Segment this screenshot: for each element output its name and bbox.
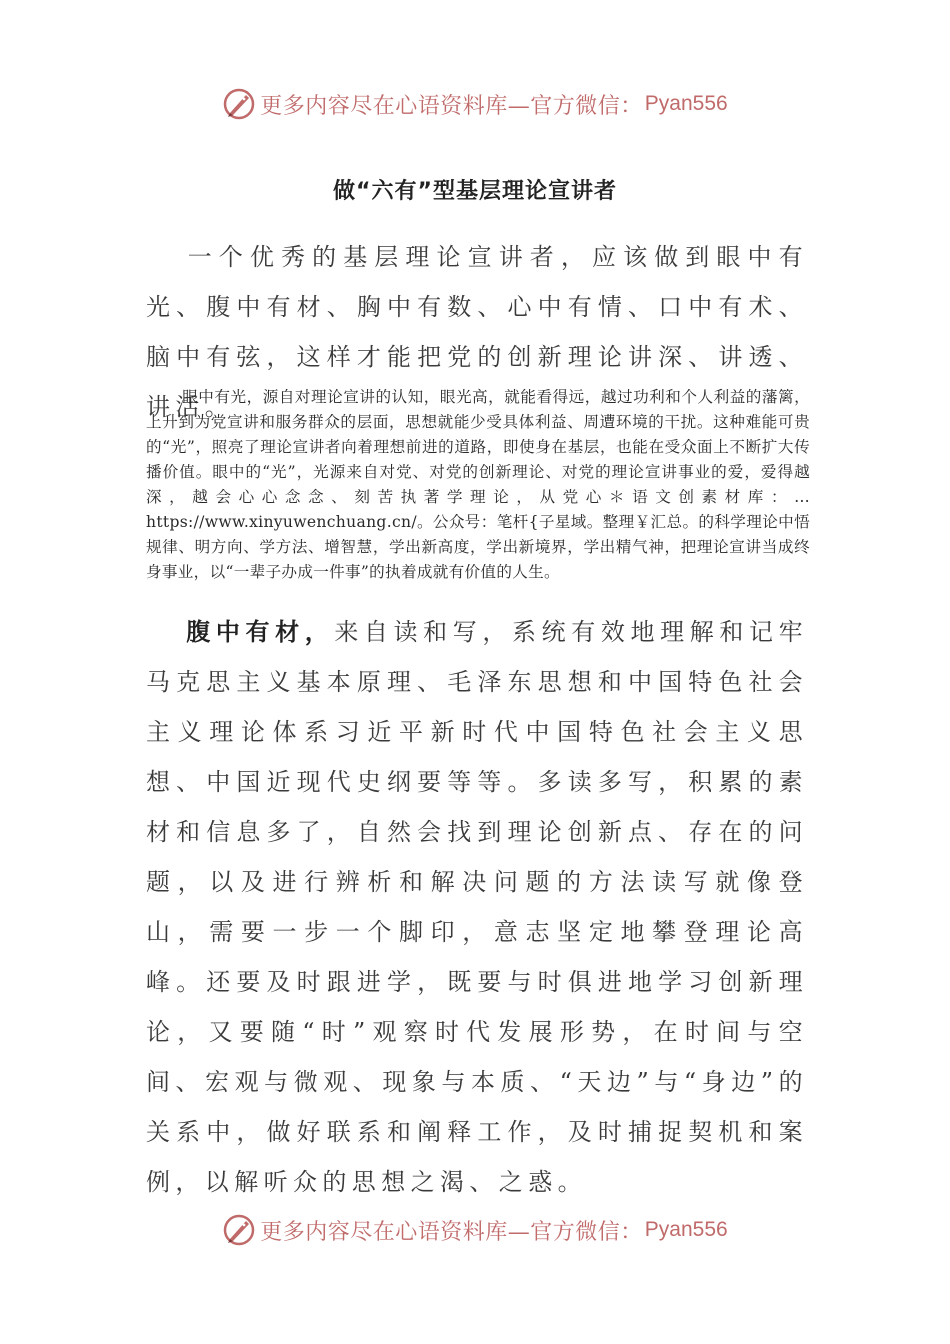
eye-paragraph — [146, 385, 810, 585]
belly-paragraph-lead: 腹中有材， — [186, 618, 335, 646]
page-title: 做“六有”型基层理论宣讲者 — [333, 179, 617, 204]
pen-circle-icon — [222, 87, 256, 121]
header-banner — [0, 84, 950, 124]
pen-circle-icon — [222, 1213, 256, 1247]
belly-paragraph — [146, 607, 808, 1207]
footer-banner — [0, 1210, 950, 1250]
wechat-id: Pyan556 — [644, 92, 728, 115]
wechat-id: Pyan556 — [644, 1218, 728, 1241]
belly-paragraph-text: 来自读和写，系统有效地理解和记牢马克思主义基本原理、毛泽东思想和中国特色社会主义理论体系习近平新时代中国特色社会主义思想、中国近现代史纲要等等。多读多写，积累的素材和信息多了，自然会找到理论创新点、存在的问题，以及进行辨析和解决问题的方法读写就像登山，需要一步一个脚印，意志坚定地攀登理论高峰。还要及时跟进学，既要与时俱进地学习创新理论，又要随“时”观察时代发展形势，在时间与空间、宏观与微观、现象与本质、“天边”与“身边”的关系中，做好联系和阐释工作，及时捕捉契机和案例，以解听众的思想之渴、之惑。 — [146, 618, 808, 1196]
banner-text: 更多内容尽在心语资料库—官方微信： — [260, 93, 643, 119]
eye-paragraph-text: 眼中有光，源自对理论宣讲的认知，眼光高，就能看得远，越过功利和个人利益的藩篱，上升到为党宣讲和服务群众的层面，思想就能少受具体利益、周遭环境的干扰。这种难能可贵的“光”，照亮了理论宣讲者向着理想前进的道路，即使身在基层，也能在受众面上不断扩大传播价值。眼中的“光”，光源来自对党、对党的创新理论、对党的理论宣讲事业的爱，爱得越深，越会心心念念、刻苦执著学理论，从党心＊语文创素材库：… https://www.xinyuwenchuang.cn/。公众号：笔杆{子星域。整理￥汇总。的科学理论中悟规律、明方向、学方法、增智慧，学出新高度，学出新境界，学出精气神，把理论宣讲当成终身事业，以“一辈子办成一件事”的执着成就有价值的人生。 — [146, 388, 810, 581]
banner-text: 更多内容尽在心语资料库—官方微信： — [260, 1219, 643, 1245]
intro-paragraph-text: 一个优秀的基层理论宣讲者，应该做到眼中有光、腹中有材、胸中有数、心中有情、口中有术、脑中有弦，这样才能把党的创新理论讲深、讲透、讲活。 — [146, 243, 808, 421]
